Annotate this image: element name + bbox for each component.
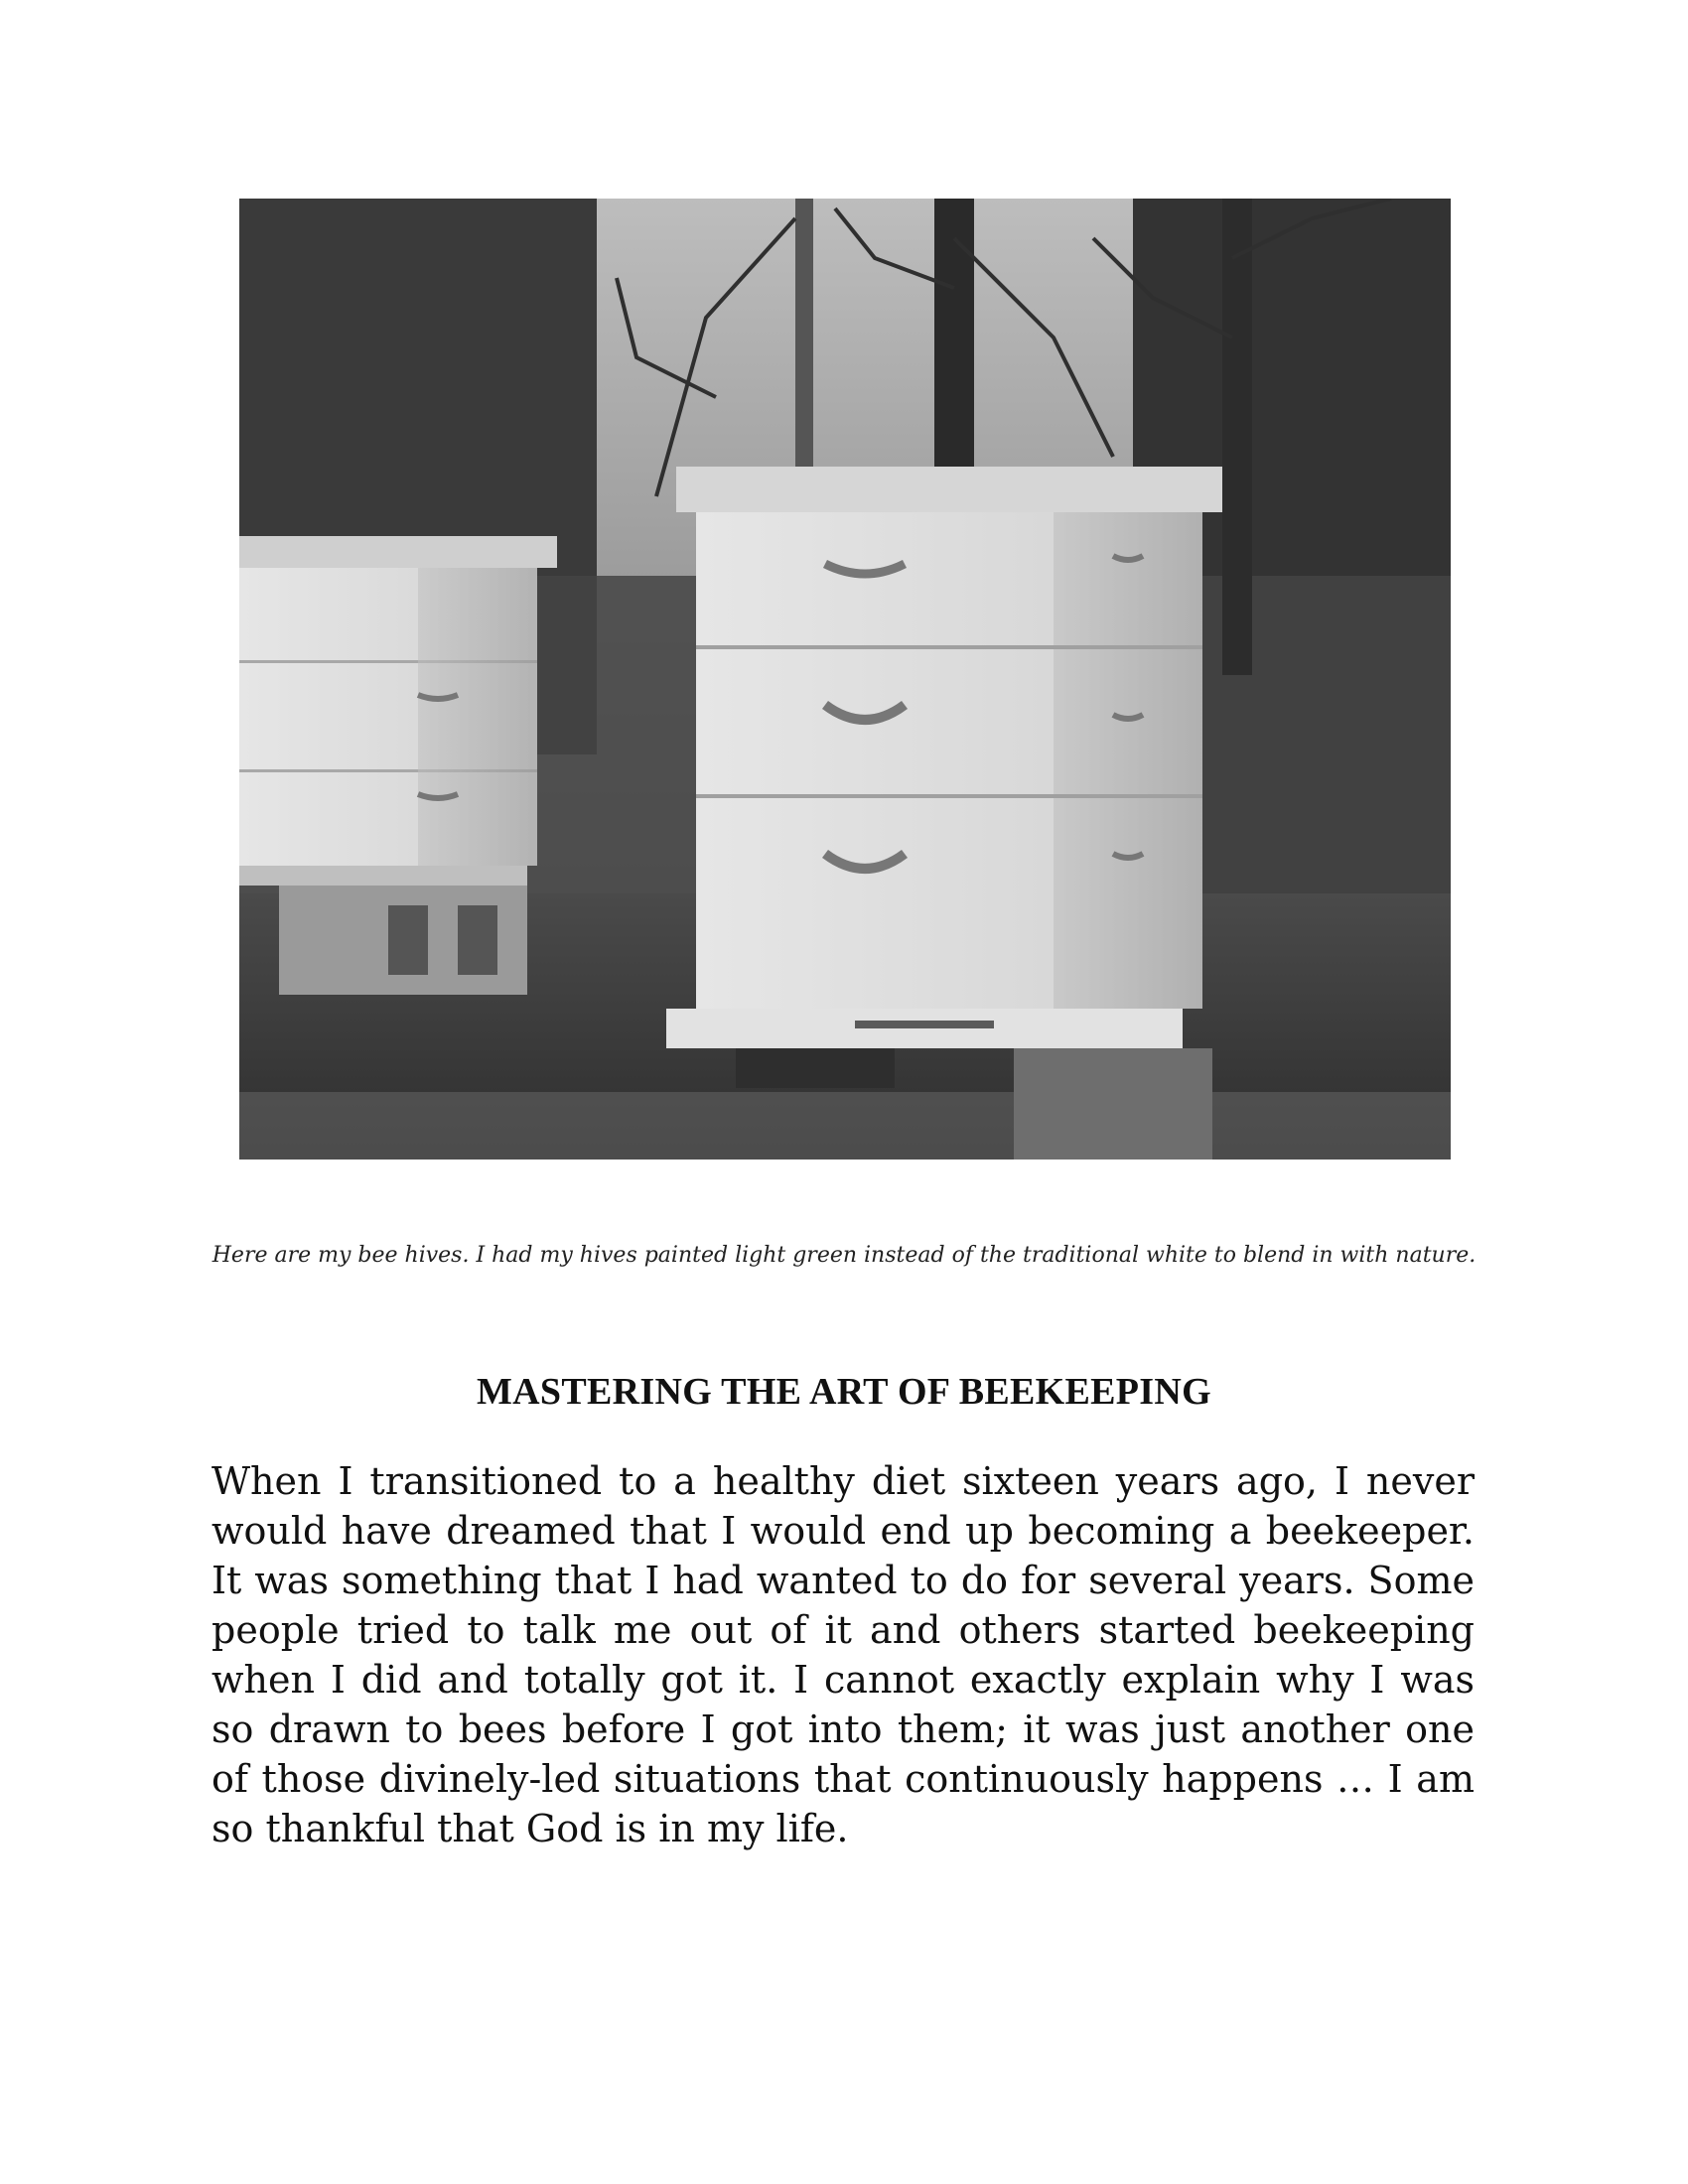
left-hive xyxy=(239,536,557,995)
body-paragraph: When I transitioned to a healthy diet sixteen years ago, I never would have dreamed that I would end up becoming a beekeeper. It was something that I had wanted to do for several years. Some people tried to talk me out of it and others started beekeeping when I did and totally got it. I cannot exactly explain why I was so drawn to bees before I got into them; it was just another one of those divinely-led situations that continuously happens … I am so thankful that God is in my life. xyxy=(211,1459,1475,1850)
bee-hives-illustration xyxy=(239,199,1451,1160)
section-heading: MASTERING THE ART OF BEEKEEPING xyxy=(477,1371,1211,1413)
bee-hives-photo xyxy=(239,199,1451,1160)
photo-caption: Here are my bee hives. I had my hives painted light green instead of the traditional white to blend in with nature. xyxy=(211,1243,1477,1268)
